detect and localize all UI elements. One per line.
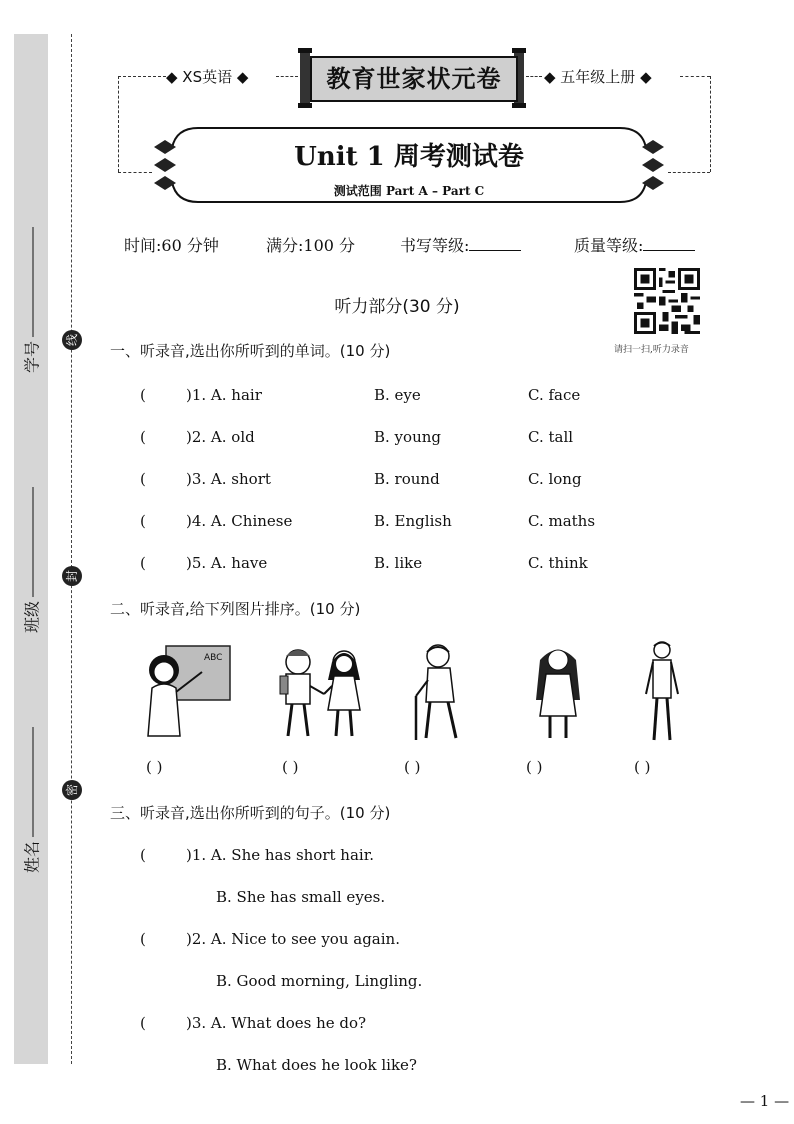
old-man-picture [408,640,478,744]
cut-line [71,34,72,1064]
sentence-a: )3. A. What does he do? [186,1014,367,1032]
option-c: C. face [528,386,581,404]
part2-heading: 二、听录音,给下列图片排序。(10 分) [110,600,361,618]
sentence-b: B. What does he look like? [216,1056,417,1074]
picture-row [128,640,748,752]
picture-answer-4[interactable]: ( ) [526,758,543,776]
writing-grade [400,233,521,256]
picture-answer-5[interactable]: ( ) [634,758,651,776]
sentence-b: B. She has small eyes. [216,888,386,906]
qr-caption: 请扫一扫,听力录音 [614,345,689,355]
option-b: B. young [374,428,441,446]
seal-secret: 密 [62,780,82,800]
header-dash-right2 [526,76,542,77]
header-dash-left-v [118,76,119,172]
girl-picture [528,640,588,744]
header-dash-left-b [118,172,152,173]
header-dash-left [118,76,166,77]
option-a: )2. A. old [186,428,255,446]
answer-bracket[interactable]: ( [140,428,146,446]
quality-grade-blank[interactable] [643,236,695,251]
option-b: B. round [374,470,440,488]
teacher-picture [136,640,232,740]
option-a: )5. A. have [186,554,268,572]
option-b: B. like [374,554,423,572]
tall-man-picture [640,640,684,744]
blackboard-text: ABC [204,653,223,663]
quality-grade-label: 质量等级: [574,236,644,255]
header-dash-right-v [710,76,711,172]
option-c: C. tall [528,428,574,446]
grade-tag: ◆ 五年级上册 ◆ [544,68,652,86]
answer-bracket[interactable]: ( [140,930,146,948]
answer-bracket[interactable]: ( [140,470,146,488]
picture-answer-1[interactable]: ( ) [146,758,163,776]
writing-grade-blank[interactable] [469,236,521,251]
children-handshake-picture [266,640,376,744]
option-a: )1. A. hair [186,386,262,404]
seal-seal: 封 [62,566,82,586]
option-b: B. eye [374,386,421,404]
picture-answer-2[interactable]: ( ) [282,758,299,776]
subject-tag: ◆ XS英语 ◆ [166,68,249,86]
part3-heading: 三、听录音,选出你所听到的句子。(10 分) [110,804,391,822]
answer-bracket[interactable]: ( [140,1014,146,1032]
sentence-a: )2. A. Nice to see you again. [186,930,400,948]
listening-section-title: 听力部分(30 分) [334,297,460,317]
picture-answer-3[interactable]: ( ) [404,758,421,776]
header-dash-right [680,76,710,77]
option-c: C. think [528,554,588,572]
full-score-info: 满分:100 分 [266,236,356,255]
header-dash-right-b [668,172,710,173]
option-a: )4. A. Chinese [186,512,293,530]
name-field [20,727,43,873]
unit-title: Unit 1 周考测试卷 [294,142,524,172]
page-number: — 1 — [740,1092,790,1110]
qr-code-icon[interactable] [634,268,700,334]
test-scope: 测试范围 Part A – Part C [333,184,485,198]
seal-line: 线 [62,330,82,350]
sentence-a: )1. A. She has short hair. [186,846,374,864]
part1-heading: 一、听录音,选出你所听到的单词。(10 分) [110,342,391,360]
header-dash-left2 [276,76,298,77]
answer-bracket[interactable]: ( [140,512,146,530]
writing-grade-label: 书写等级: [400,236,470,255]
student-id-label: 学号 [22,340,42,374]
name-label: 姓名 [22,840,42,874]
quality-grade [574,233,695,256]
option-b: B. English [374,512,452,530]
option-c: C. maths [528,512,596,530]
class-label: 班级 [22,600,42,634]
option-c: C. long [528,470,582,488]
class-field [20,487,43,633]
answer-bracket[interactable]: ( [140,554,146,572]
answer-bracket[interactable]: ( [140,846,146,864]
series-title: 教育世家状元卷 [310,56,518,102]
sentence-b: B. Good morning, Lingling. [216,972,423,990]
answer-bracket[interactable]: ( [140,386,146,404]
option-a: )3. A. short [186,470,271,488]
time-info: 时间:60 分钟 [124,236,219,255]
